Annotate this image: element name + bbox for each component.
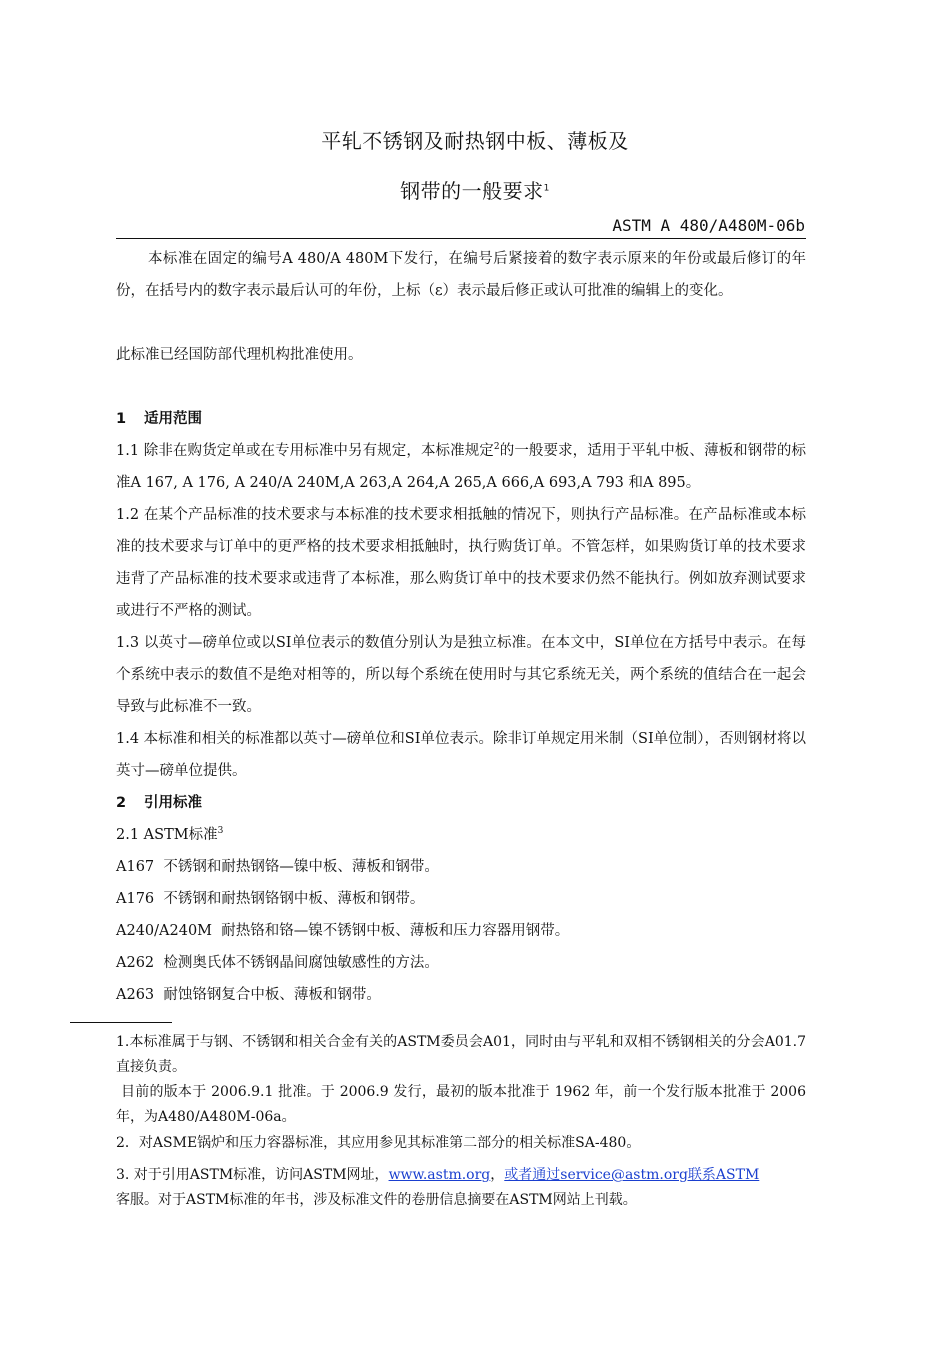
reference-code: A263 [116,987,155,1003]
section-1-title: 适用范围 [144,411,202,427]
clause-2-1-label: 2.1 ASTM标准 [116,827,218,843]
footnote-1: 1.本标准属于与钢、不锈钢和相关合金有关的ASTM委员会A01，同时由与平轧和双相不锈钢相关的分会A01.7 直接负责。 [116,1034,806,1075]
clause-2-1 [116,819,806,851]
section-1-number: 1 [116,411,127,427]
clause-1-2: 1.2 在某个产品标准的技术要求与本标准的技术要求相抵触的情况下，则执行产品标准。在产品标准或本标准的技术要求与订单中的更严格的技术要求相抵触时，执行购货订单。不管怎样，如果购货订单的技术要求违背了产品标准的技术要求或违背了本标准，那么购货订单中的技术要求仍然不能执行。例如放弃测试要求或进行不严格的测试。 [116,507,806,619]
title-footnote-mark: 1 [543,183,550,194]
footnote-2: 2．对ASME锅炉和压力容器标准，其应用参见其标准第二部分的相关标准SA-480。 [116,1135,641,1151]
footnote-1-continued: 目前的版本于 2006.9.1 批准。于 2006.9 发行，最初的版本批准于 1962 年，前一个发行版本批准于 2006 年，为A480/A480M-06a。 [116,1084,806,1125]
intro-paragraph: 本标准在固定的编号A 480/A 480M下发行，在编号后紧接着的数字表示原来的年份或最后修订的年份，在括号内的数字表示最后认可的年份，上标（ε）表示最后修正或认可批准的编辑上的变化。 [116,251,806,299]
reference-item [116,947,806,979]
clause-1-3: 1.3 以英寸—磅单位或以SI单位表示的数值分别认为是独立标准。在本文中，SI单位在方括号中表示。在每个系统中表示的数值不是绝对相等的，所以每个系统在使用时与其它系统无关，两个系统的值结合在一起会导致与此标准不一致。 [116,635,806,715]
reference-item [116,883,806,915]
section-2-title: 引用标准 [144,795,202,811]
reference-code: A176 [116,891,155,907]
document-title-text: 钢带的一般要求 [400,179,544,203]
section-2-heading [116,787,806,819]
standard-designation: ASTM A 480/A480M-06b [612,216,805,235]
section-1-heading [116,403,806,435]
clause-1-1-footnote-mark: 2 [493,442,500,453]
header-divider [116,238,806,239]
clause-1-1-text-a: 1.1 除非在购货定单或在专用标准中另有规定，本标准规定 [116,443,494,459]
reference-code: A240/A240M [116,923,213,939]
document-title-line-1: 平轧不锈钢及耐热钢中板、薄板及 [321,129,629,153]
document-title-line-2 [0,175,950,204]
reference-code: A167 [116,859,155,875]
clause-2-1-footnote-mark: 3 [217,826,224,837]
clause-1-4: 1.4 本标准和相关的标准都以英寸—磅单位和SI单位表示。除非订单规定用米制（SI单位制），否则钢材将以英寸—磅单位提供。 [116,731,806,779]
footnote-3-intro: 3. 对于引用ASTM标准，访问ASTM网址， [116,1167,389,1183]
reference-item [116,979,806,1011]
section-2-number: 2 [116,795,127,811]
reference-item [116,851,806,883]
reference-description: 检测奥氏体不锈钢晶间腐蚀敏感性的方法。 [163,955,439,971]
reference-description: 耐蚀铬钢复合中板、薄板和钢带。 [163,987,381,1003]
reference-item [116,915,806,947]
footnote-3-tail: 客服。对于ASTM标准的年书，涉及标准文件的卷册信息摘要在ASTM网站上刊载。 [116,1192,637,1208]
reference-description: 不锈钢和耐热钢铬钢中板、薄板和钢带。 [163,891,425,907]
clause-1-1-text-b: 的一般要求，适用于平轧中板、薄板和钢带的标准A 167, A 176, A 240/A 240M,A 263,A 264,A 265,A 666,A 693,A 793 和A 895。 [116,443,807,491]
footnote-divider [70,1022,172,1023]
footnote-3 [116,1163,806,1213]
reference-description: 不锈钢和耐热钢铬—镍中板、薄板和钢带。 [163,859,439,875]
astm-website-link[interactable]: www.astm.org [388,1167,491,1183]
intro-approval-note: 此标准已经国防部代理机构批准使用。 [116,347,363,363]
reference-code: A262 [116,955,155,971]
clause-1-1 [116,435,806,499]
footnote-3-separator: ， [490,1167,505,1183]
reference-description: 耐热铬和铬—镍不锈钢中板、薄板和压力容器用钢带。 [221,923,570,939]
astm-email-link[interactable]: 或者通过service@astm.org联系ASTM [504,1167,760,1183]
